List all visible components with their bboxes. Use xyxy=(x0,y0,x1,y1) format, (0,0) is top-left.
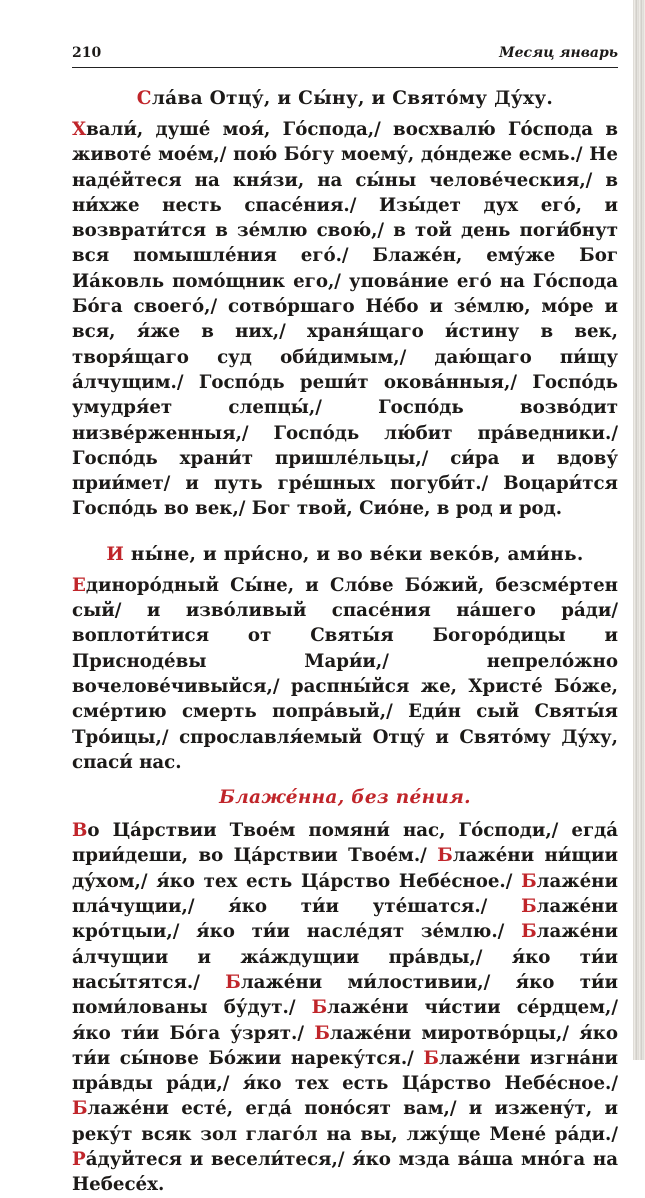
beatitude-line: а́дуйтеся и весели́теся,/ я́ко мзда ва́ша мно́га на Небесе́х. xyxy=(72,1148,618,1196)
page-number: 210 xyxy=(72,45,102,61)
heading-text: ны́не, и при́сно, и во ве́ки веко́в, ами́нь. xyxy=(124,543,584,565)
beatitude-initial: Б xyxy=(521,921,537,943)
paragraph-text: динoро́дный Сы́не, и Сло́ве Бо́жий, безсме́ртен сый/ и изво́ливый спасе́ния на́шего ра́ди/ воплоти́тися от Святы́я Богоро́дицы и Присноде́вы Мари́и,/ непрело́жно вочелове́чивыйся,/ распны́йся же, Христе́ Бо́же, сме́ртию смерть попра́вый,/ Еди́н сый Святы́я Тро́ицы,/ спрославля́емый Отцу́ и Свято́му Ду́ху, спаси́ нас. xyxy=(72,574,618,773)
psalm-145-text xyxy=(72,117,618,522)
page-header xyxy=(72,45,618,68)
beatitude-line: лаже́ни ми́лостивии,/ я́ко ти́и поми́лованы бу́дут./ xyxy=(72,971,618,1019)
rubric-text: Блаже́нна, без пе́ния. xyxy=(219,787,471,809)
heading-initial: И xyxy=(106,543,125,565)
beatitude-initial: Б xyxy=(521,896,537,918)
page-edge xyxy=(633,0,645,1060)
and-now-heading xyxy=(72,544,618,565)
beatitude-line: лаже́ни а́лчущии и жа́ждущии пра́вды,/ я́ко ти́и насы́тятся./ xyxy=(72,921,618,993)
beatitude-line: лаже́ни есте́, егда́ поно́сят вам,/ и изжену́т, и реку́т всяк зол глаго́л на вы, лжу́ще Мене́ ра́ди./ xyxy=(72,1098,618,1145)
beatitude-initial: Б xyxy=(314,1022,330,1044)
doxology-heading xyxy=(72,88,618,109)
beatitude-initial: Б xyxy=(437,845,453,867)
paragraph-text: вали́, душе́ моя́, Го́спода,/ восхвалю́ Го́спода в животе́ мое́м,/ пою́ Бо́гу моему́, до́ндеже есмь./ Не наде́йтеся на кня́зи, на сы́ны челове́ческия,/ в ни́хже несть спасе́ния./ Изы́дет дух его́, и возврати́тся в зе́млю свою́,/ в той день поги́бнут вся помышле́ния его́./ Блаже́н, ему́же Бог Иа́ковль помо́щник его,/ упова́ние его́ на Го́спода Бо́га своего́,/ сотво́ршаго Не́бо и зе́млю, мо́ре и вся, я́же в них,/ храня́щаго и́стину в век, творя́щаго суд оби́димым,/ даю́щаго пи́щу а́лчущим./ Госпо́дь реши́т окова́нныя,/ Госпо́дь умудря́ет слепцы́,/ Госпо́дь возво́дит низве́рженныя,/ Госпо́дь лю́бит пра́ведники./ Госпо́дь храни́т пришле́льцы,/ си́ра и вдову́ прии́мет/ и путь гре́шных погуби́т./ Воцари́тся Госпо́дь во век,/ Бог твой, Сио́не, в род и род. xyxy=(72,119,618,520)
beatitude-line: лаже́ни ни́щии ду́хом,/ я́ко тех есть Ца́рство Небе́сное./ xyxy=(72,845,618,892)
beatitudes-text xyxy=(72,818,618,1197)
beatitude-line: лаже́ни изгна́ни пра́вды ра́ди,/ я́ко тех есть Ца́рство Небе́сное./ xyxy=(72,1047,619,1095)
heading-initial: С xyxy=(136,88,152,109)
drop-initial: Е xyxy=(72,574,86,596)
beatitude-line: о Ца́рствии Твое́м помяни́ нас, Го́споди,/ егда́ прии́деши, во Ца́рствии Твое́м./ xyxy=(72,820,618,867)
beatitude-line: лаже́ни пла́чущии,/ я́ко ти́и уте́шатся./ xyxy=(72,870,618,918)
page-body xyxy=(72,88,618,1198)
heading-text: ла́ва Отцу́, и Сы́ну, и Свято́му Ду́ху. xyxy=(151,88,554,109)
drop-initial: Х xyxy=(72,119,87,140)
beatitude-initial: Б xyxy=(311,997,328,1019)
drop-initial: В xyxy=(72,820,88,842)
beatitude-line: лаже́ни чи́стии се́рдцем,/ я́ко ти́и Бо́га у́зрят./ xyxy=(72,997,618,1044)
beatitude-initial: Б xyxy=(72,1098,88,1120)
beatitude-initial: Б xyxy=(423,1047,439,1069)
beatitude-initial: Б xyxy=(225,971,241,993)
beatitudes-rubric xyxy=(72,787,618,808)
beatitude-line: лаже́ни кро́тцыи,/ я́ко ти́и насле́дят зе́млю./ xyxy=(72,896,618,943)
only-begotten-son-text xyxy=(72,573,618,775)
beatitude-initial: Б xyxy=(521,870,537,892)
beatitude-initial: Р xyxy=(72,1148,86,1170)
beatitude-line: лаже́ни миротво́рцы,/ я́ко ти́и сы́нове Бо́жии нареку́тся./ xyxy=(72,1022,618,1069)
running-title: Месяц январь xyxy=(499,45,618,61)
